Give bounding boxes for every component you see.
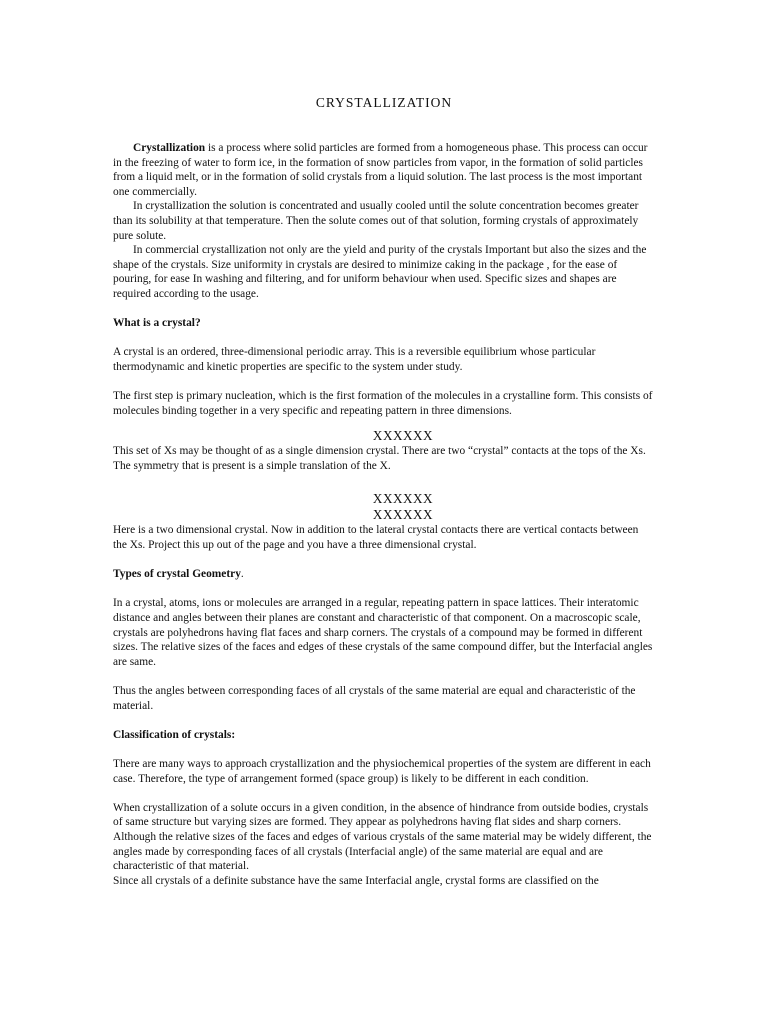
intro-paragraph xyxy=(113,141,653,199)
xs-row-single: XXXXXX xyxy=(372,428,434,444)
section-heading-geometry-suffix: . xyxy=(240,568,244,581)
section-heading-crystal: What is a crystal? xyxy=(113,317,201,330)
crystal-paragraph-2: The first step is primary nucleation, which is the first formation of the molecules in a crystalline form. This consists of molecules binding together in a very specific and repeating pattern in three dimensions. xyxy=(113,390,653,417)
classification-paragraph-3: Since all crystals of a definite substance have the same Interfacial angle, crystal forms are classified on the xyxy=(113,874,599,887)
crystal-paragraph-4: Here is a two dimensional crystal. Now in addition to the lateral crystal contacts there are vertical contacts between the Xs. Project this up out of the page and you have a three dimensional crystal. xyxy=(113,524,639,552)
document-title: CRYSTALLIZATION xyxy=(315,95,453,110)
section-heading-geometry: Types of crystal Geometry xyxy=(113,568,241,581)
document-body xyxy=(113,141,653,888)
xs-row-double-a: XXXXXX xyxy=(372,491,434,507)
intro-text: is a process where solid particles are formed from a homogeneous phase. This process can occur in the freezing of water to form ice, in the formation of snow particles from vapor, in the formation of solid particles from a liquid melt, or in the formation of solid crystals from a liquid solution. The last process is the most important one commercially. xyxy=(113,142,648,198)
crystal-paragraph-3: This set of Xs may be thought of as a single dimension crystal. There are two “crystal” contacts at the tops of the Xs. The symmetry that is present is a simple translation of the X. xyxy=(113,445,646,472)
crystal-paragraph-1: A crystal is an ordered, three-dimensional periodic array. This is a reversible equilibrium whose particular thermodynamic and kinetic properties are specific to the system under study. xyxy=(113,346,596,373)
classification-paragraph-1: There are many ways to approach crystallization and the physiochemical properties of the system are different in each case. Therefore, the type of arrangement formed (space group) is likely to be different in each condition. xyxy=(113,757,651,785)
intro-paragraph-2: In crystallization the solution is concentrated and usually cooled until the solute concentration becomes greater than its solubility at that temperature. Then the solute comes out of that solution, forming crystals of approximately pure solute. xyxy=(113,200,639,242)
xs-row-double-b: XXXXXX xyxy=(372,507,434,523)
section-heading-classification: Classification of crystals: xyxy=(113,728,236,741)
intro-paragraph-3: In commercial crystallization not only are the yield and purity of the crystals Important but also the sizes and the shape of the crystals. Size uniformity in crystals are desired to minimize caking in the package , for the ease of pouring, for ease In washing and filtering, and for uniform behaviour when used. Specific sizes and shapes are required according to the usage. xyxy=(113,244,647,300)
geometry-paragraph-1: In a crystal, atoms, ions or molecules are arranged in a regular, repeating pattern in space lattices. Their interatomic distance and angles between their planes are constant and characteristic of that component. On a macroscopic scale, crystals are polyhedrons having flat faces and sharp corners. The crystals of a compound may be formed in different sizes. The relative sizes of the faces and edges of these crystals of the same compound differ, but the Interfacial angles are same. xyxy=(113,597,653,668)
classification-paragraph-2: When crystallization of a solute occurs in a given condition, in the absence of hindrance from outside bodies, crystals of same structure but varying sizes are formed. They appear as polyhedrons having flat sides and sharp corners. Although the relative sizes of the faces and edges of various crystals of the same material may be widely different, the angles made by corresponding faces of all crystals (Interfacial angle) of the same material are equal and are characteristic of that material. xyxy=(113,801,652,873)
intro-lead-term: Crystallization xyxy=(133,142,206,154)
section-heading-geometry-line xyxy=(113,567,653,582)
geometry-paragraph-2: Thus the angles between corresponding faces of all crystals of the same material are equal and characteristic of the material. xyxy=(113,685,636,712)
